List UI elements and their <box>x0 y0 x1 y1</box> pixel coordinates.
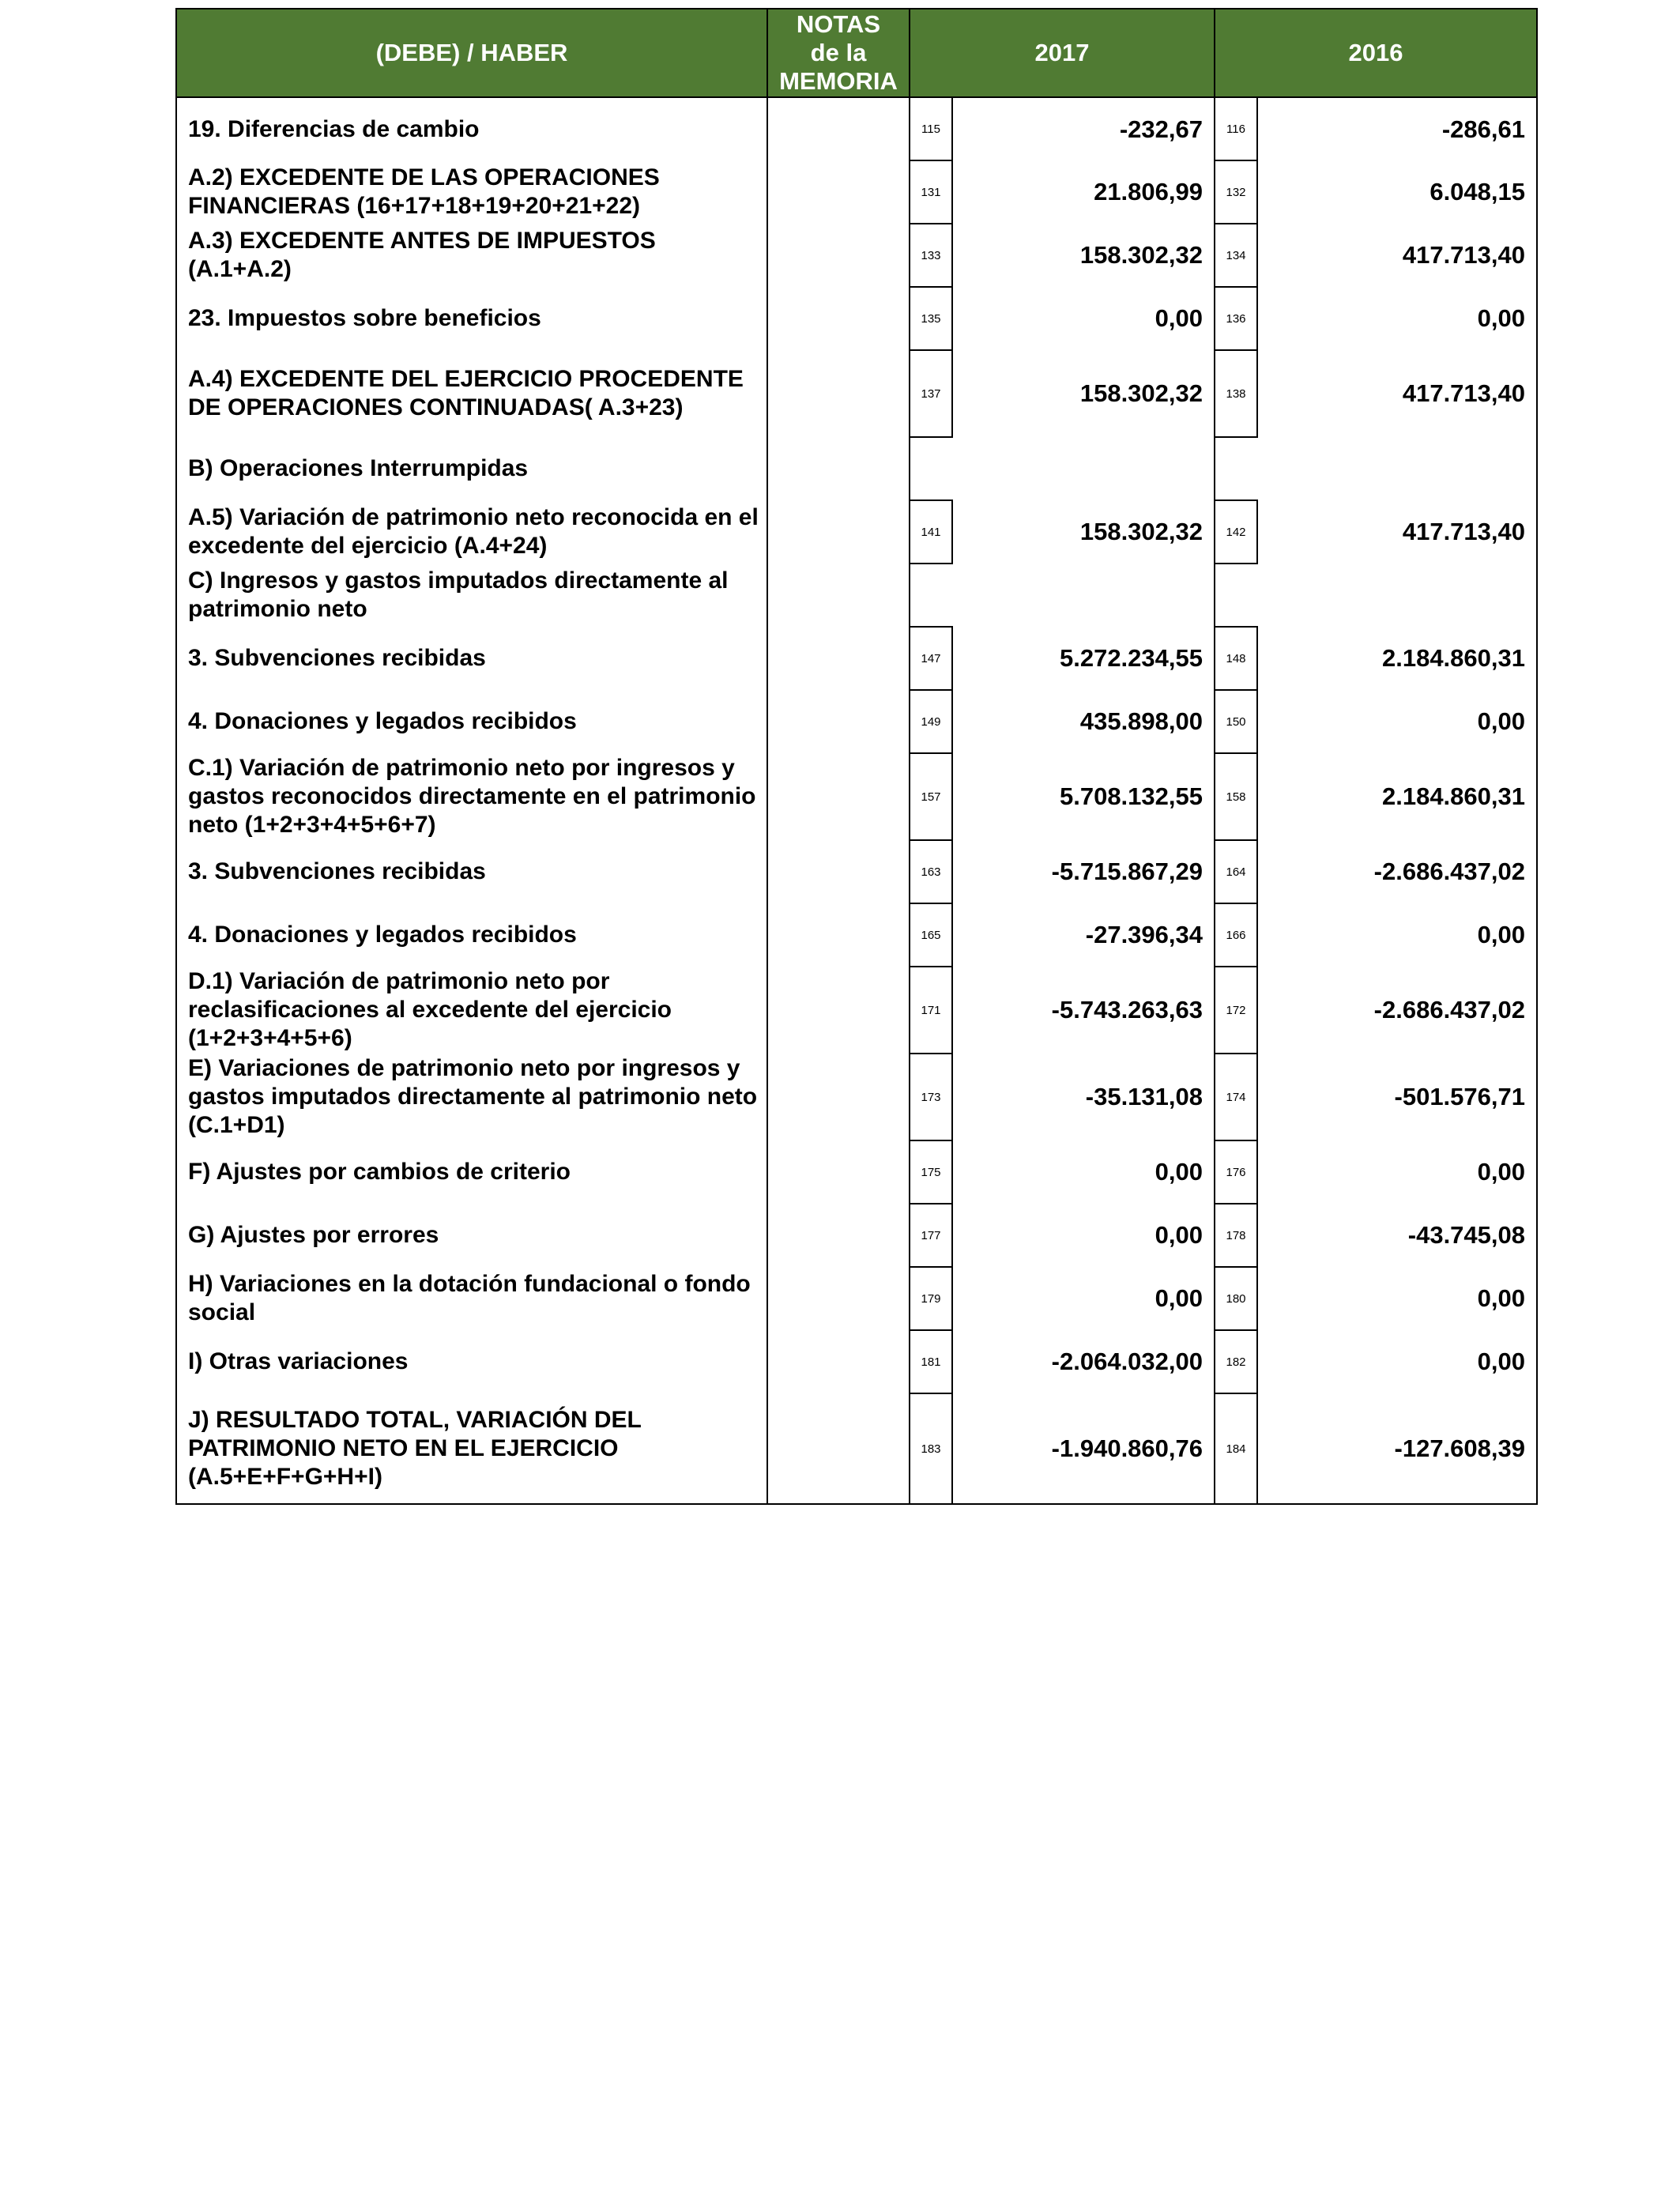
row-notes-cell <box>767 840 910 903</box>
row-notes-cell <box>767 690 910 753</box>
row-code-2017: 137 <box>910 350 952 437</box>
table-header-row <box>176 9 1537 97</box>
row-value-2016 <box>1257 437 1537 500</box>
row-code-2016: 136 <box>1215 287 1257 350</box>
row-value-2016: 417.713,40 <box>1257 224 1537 287</box>
row-value-2017: -1.940.860,76 <box>952 1393 1215 1504</box>
financial-statement-sheet <box>175 8 1525 1505</box>
row-value-2017: 158.302,32 <box>1079 379 1203 407</box>
row-value-2016: 2.184.860,31 <box>1257 753 1537 840</box>
row-value-2017: 435.898,00 <box>1079 707 1203 735</box>
row-code-2016: 174 <box>1215 1054 1257 1140</box>
header-notes <box>767 9 910 97</box>
row-code-2016: 184 <box>1215 1393 1257 1504</box>
table-row <box>176 1140 1537 1204</box>
row-label: 4. Donaciones y legados recibidos <box>176 903 767 967</box>
row-value-2017 <box>952 564 1215 627</box>
row-code-2016 <box>1215 437 1257 500</box>
table-row <box>176 1054 1537 1140</box>
row-notes-cell <box>767 1267 910 1330</box>
row-label: H) Variaciones en la dotación fundacional o fondo social <box>176 1267 767 1330</box>
row-value-2016: 0,00 <box>1257 1140 1537 1204</box>
row-code-2017 <box>910 437 952 500</box>
row-label: D.1) Variación de patrimonio neto por reclasificaciones al excedente del ejercicio (1+2+3+4+5+6) <box>176 967 767 1054</box>
row-notes-cell <box>767 437 910 500</box>
row-code-2016: 182 <box>1215 1330 1257 1393</box>
row-notes-cell <box>767 1330 910 1393</box>
row-code-2017: 165 <box>910 903 952 967</box>
table-row <box>176 690 1537 753</box>
row-label: 3. Subvenciones recibidas <box>176 627 767 690</box>
table-row <box>176 1267 1537 1330</box>
row-value-2016: -286,61 <box>1257 97 1537 160</box>
header-year-2017: 2017 <box>910 9 1215 97</box>
row-value-2016: 2.184.860,31 <box>1257 627 1537 690</box>
row-label: 23. Impuestos sobre beneficios <box>176 287 767 350</box>
row-value-2017: 158.302,32 <box>1079 518 1203 545</box>
row-value-2017: 0,00 <box>1155 1221 1203 1249</box>
row-notes-cell <box>767 287 910 350</box>
row-code-2017: 175 <box>910 1140 952 1204</box>
row-code-2017: 149 <box>910 690 952 753</box>
row-value-2017: -35.131,08 <box>1085 1083 1203 1110</box>
row-notes-cell <box>767 967 910 1054</box>
row-label: J) RESULTADO TOTAL, VARIACIÓN DEL PATRIMONIO NETO EN EL EJERCICIO (A.5+E+F+G+H+I) <box>176 1393 767 1504</box>
row-notes-cell <box>767 1204 910 1267</box>
row-code-2017: 179 <box>910 1267 952 1330</box>
row-value-2016: -2.686.437,02 <box>1257 967 1537 1054</box>
row-code-2017: 173 <box>910 1054 952 1140</box>
row-label: G) Ajustes por errores <box>176 1204 767 1267</box>
row-value-2016: -2.686.437,02 <box>1257 840 1537 903</box>
row-value-2017: -232,67 <box>1119 115 1203 143</box>
row-notes-cell <box>767 500 910 564</box>
row-code-2017: 181 <box>910 1330 952 1393</box>
row-notes-cell <box>767 1393 910 1504</box>
row-code-2016: 138 <box>1215 350 1257 437</box>
table-row <box>176 627 1537 690</box>
row-notes-cell <box>767 350 910 437</box>
row-notes-cell <box>767 224 910 287</box>
row-code-2017: 157 <box>910 753 952 840</box>
row-value-2016 <box>1257 564 1537 627</box>
table-row <box>176 564 1537 627</box>
row-code-2017: 147 <box>910 627 952 690</box>
row-label: A.4) EXCEDENTE DEL EJERCICIO PROCEDENTE DE OPERACIONES CONTINUADAS( A.3+23) <box>176 350 767 437</box>
row-value-2016: -43.745,08 <box>1257 1204 1537 1267</box>
row-value-2016: 6.048,15 <box>1257 160 1537 224</box>
row-label: 3. Subvenciones recibidas <box>176 840 767 903</box>
row-label: 4. Donaciones y legados recibidos <box>176 690 767 753</box>
row-value-2016: 417.713,40 <box>1257 500 1537 564</box>
table-row <box>176 753 1537 840</box>
row-value-2016: 0,00 <box>1257 903 1537 967</box>
row-code-2017: 183 <box>910 1393 952 1504</box>
row-label: A.5) Variación de patrimonio neto reconocida en el excedente del ejercicio (A.4+24) <box>176 500 767 564</box>
row-value-2017: -5.715.867,29 <box>1051 858 1203 885</box>
row-value-2017: -27.396,34 <box>1085 921 1203 948</box>
header-year-2016: 2016 <box>1215 9 1537 97</box>
row-notes-cell <box>767 1140 910 1204</box>
row-value-2016: 0,00 <box>1257 690 1537 753</box>
table-row <box>176 1330 1537 1393</box>
row-label: F) Ajustes por cambios de criterio <box>176 1140 767 1204</box>
row-value-2017: 0,00 <box>1155 1158 1203 1186</box>
row-value-2017: 5.708.132,55 <box>1059 782 1203 810</box>
row-code-2017: 171 <box>910 967 952 1054</box>
row-value-2016: 0,00 <box>1257 1330 1537 1393</box>
table-row <box>176 1204 1537 1267</box>
row-code-2016: 116 <box>1215 97 1257 160</box>
row-label: B) Operaciones Interrumpidas <box>176 437 767 500</box>
row-notes-cell <box>767 627 910 690</box>
row-value-2016: 0,00 <box>1257 287 1537 350</box>
row-label: 19. Diferencias de cambio <box>176 97 767 160</box>
table-row <box>176 437 1537 500</box>
row-code-2016: 178 <box>1215 1204 1257 1267</box>
row-value-2017: -2.064.032,00 <box>1051 1348 1203 1375</box>
row-notes-cell <box>767 903 910 967</box>
row-code-2016: 132 <box>1215 160 1257 224</box>
row-code-2017: 135 <box>910 287 952 350</box>
row-value-2016: -127.608,39 <box>1257 1393 1537 1504</box>
row-code-2016: 150 <box>1215 690 1257 753</box>
table-row <box>176 224 1537 287</box>
row-value-2017: 5.272.234,55 <box>1059 644 1203 672</box>
row-notes-cell <box>767 753 910 840</box>
table-row <box>176 97 1537 160</box>
row-label: A.3) EXCEDENTE ANTES DE IMPUESTOS (A.1+A.2) <box>176 224 767 287</box>
row-value-2016: 0,00 <box>1257 1267 1537 1330</box>
row-value-2017: 21.806,99 <box>1094 178 1203 205</box>
row-code-2017: 133 <box>910 224 952 287</box>
row-code-2016: 176 <box>1215 1140 1257 1204</box>
row-code-2016: 166 <box>1215 903 1257 967</box>
row-value-2017: -5.743.263,63 <box>1051 996 1203 1023</box>
table-body <box>176 97 1537 1504</box>
row-code-2016: 164 <box>1215 840 1257 903</box>
row-label: C.1) Variación de patrimonio neto por ingresos y gastos reconocidos directamente en el patrimonio neto (1+2+3+4+5+6+7) <box>176 753 767 840</box>
row-notes-cell <box>767 564 910 627</box>
row-code-2017: 115 <box>910 97 952 160</box>
row-label: I) Otras variaciones <box>176 1330 767 1393</box>
row-label: C) Ingresos y gastos imputados directamente al patrimonio neto <box>176 564 767 627</box>
row-value-2016: -501.576,71 <box>1257 1054 1537 1140</box>
row-code-2016: 172 <box>1215 967 1257 1054</box>
header-notes-line3: MEMORIA <box>779 67 898 95</box>
row-value-2016: 417.713,40 <box>1257 350 1537 437</box>
row-code-2016: 180 <box>1215 1267 1257 1330</box>
table-row <box>176 350 1537 437</box>
row-code-2016: 148 <box>1215 627 1257 690</box>
row-code-2016: 158 <box>1215 753 1257 840</box>
table-row <box>176 500 1537 564</box>
row-value-2017: 158.302,32 <box>1079 241 1203 269</box>
row-code-2017: 141 <box>910 500 952 564</box>
row-code-2016: 134 <box>1215 224 1257 287</box>
header-notes-line1: NOTAS <box>796 10 881 38</box>
row-notes-cell <box>767 1054 910 1140</box>
table-row <box>176 967 1537 1054</box>
table-row <box>176 160 1537 224</box>
row-code-2017 <box>910 564 952 627</box>
row-notes-cell <box>767 160 910 224</box>
row-code-2016: 142 <box>1215 500 1257 564</box>
table-row <box>176 903 1537 967</box>
header-notes-line2: de la <box>810 39 867 66</box>
row-value-2017: 0,00 <box>1155 304 1203 332</box>
table-row <box>176 287 1537 350</box>
table-row <box>176 1393 1537 1504</box>
table-row <box>176 840 1537 903</box>
row-value-2017: 0,00 <box>1155 1284 1203 1312</box>
row-value-2017 <box>952 437 1215 500</box>
header-label: (DEBE) / HABER <box>176 9 767 97</box>
row-notes-cell <box>767 97 910 160</box>
row-label: E) Variaciones de patrimonio neto por ingresos y gastos imputados directamente al patrimonio neto (C.1+D1) <box>176 1054 767 1140</box>
row-code-2017: 163 <box>910 840 952 903</box>
row-label: A.2) EXCEDENTE DE LAS OPERACIONES FINANCIERAS (16+17+18+19+20+21+22) <box>176 160 767 224</box>
equity-changes-table <box>175 8 1538 1505</box>
row-code-2017: 177 <box>910 1204 952 1267</box>
row-code-2017: 131 <box>910 160 952 224</box>
row-code-2016 <box>1215 564 1257 627</box>
